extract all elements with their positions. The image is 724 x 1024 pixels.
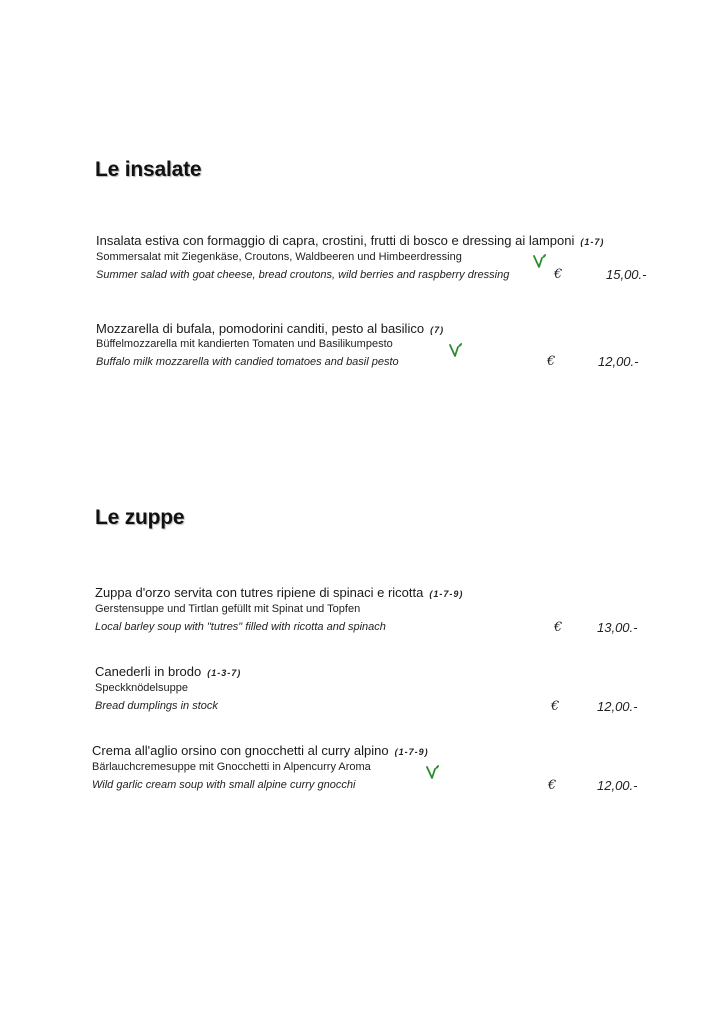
item-name-en: Wild garlic cream soup with small alpine curry gnocchi [92, 779, 356, 791]
item-name-en: Summer salad with goat cheese, bread croutons, wild berries and raspberry dressing [96, 269, 510, 281]
item-name-en: Bread dumplings in stock [95, 700, 218, 712]
item-name-it: Canederli in brodo (1-3-7) [95, 664, 242, 679]
item-price: 12,00.- [598, 354, 639, 369]
item-name-it: Zuppa d'orzo servita con tutres ripiene di spinaci e ricotta (1-7-9) [95, 585, 464, 600]
item-name-de: Speckknödelsuppe [95, 682, 188, 694]
currency-symbol: € [554, 267, 563, 282]
currency-symbol: € [548, 778, 557, 793]
item-name-en: Buffalo milk mozzarella with candied tomatoes and basil pesto [96, 356, 399, 368]
section-title-insalate: Le insalate [95, 158, 202, 181]
item-name-it: Mozzarella di bufala, pomodorini canditi, pesto al basilico (7) [96, 321, 445, 336]
item-price: 13,00.- [597, 620, 638, 635]
item-price: 12,00.- [597, 699, 638, 714]
item-name-it: Crema all'aglio orsino con gnocchetti al curry alpino (1-7-9) [92, 743, 429, 758]
item-name-de: Büffelmozzarella mit kandierten Tomaten und Basilikumpesto [96, 338, 393, 350]
item-name-de: Gerstensuppe und Tirtlan gefüllt mit Spinat und Topfen [95, 603, 361, 615]
currency-symbol: € [551, 699, 560, 714]
item-name-de: Bärlauchcremesuppe mit Gnocchetti in Alpencurry Aroma [92, 761, 371, 773]
allergens: (1-7) [580, 237, 605, 247]
vegetarian-leaf-icon [533, 253, 547, 269]
item-name-it: Insalata estiva con formaggio di capra, crostini, frutti di bosco e dressing ai lamponi (1-7) [96, 233, 605, 248]
currency-symbol: € [547, 354, 556, 369]
currency-symbol: € [554, 620, 563, 635]
allergens: (1-7-9) [429, 589, 464, 599]
allergens: (1-7-9) [394, 747, 429, 757]
item-price: 12,00.- [597, 778, 638, 793]
item-name-en: Local barley soup with "tutres" filled with ricotta and spinach [95, 621, 386, 633]
section-title-zuppe: Le zuppe [95, 506, 185, 529]
vegetarian-leaf-icon [449, 342, 463, 358]
allergens: (7) [430, 325, 445, 335]
item-price: 15,00.- [606, 267, 647, 282]
item-name-de: Sommersalat mit Ziegenkäse, Croutons, Waldbeeren und Himbeerdressing [96, 251, 462, 263]
vegetarian-leaf-icon [426, 764, 440, 780]
allergens: (1-3-7) [207, 668, 242, 678]
